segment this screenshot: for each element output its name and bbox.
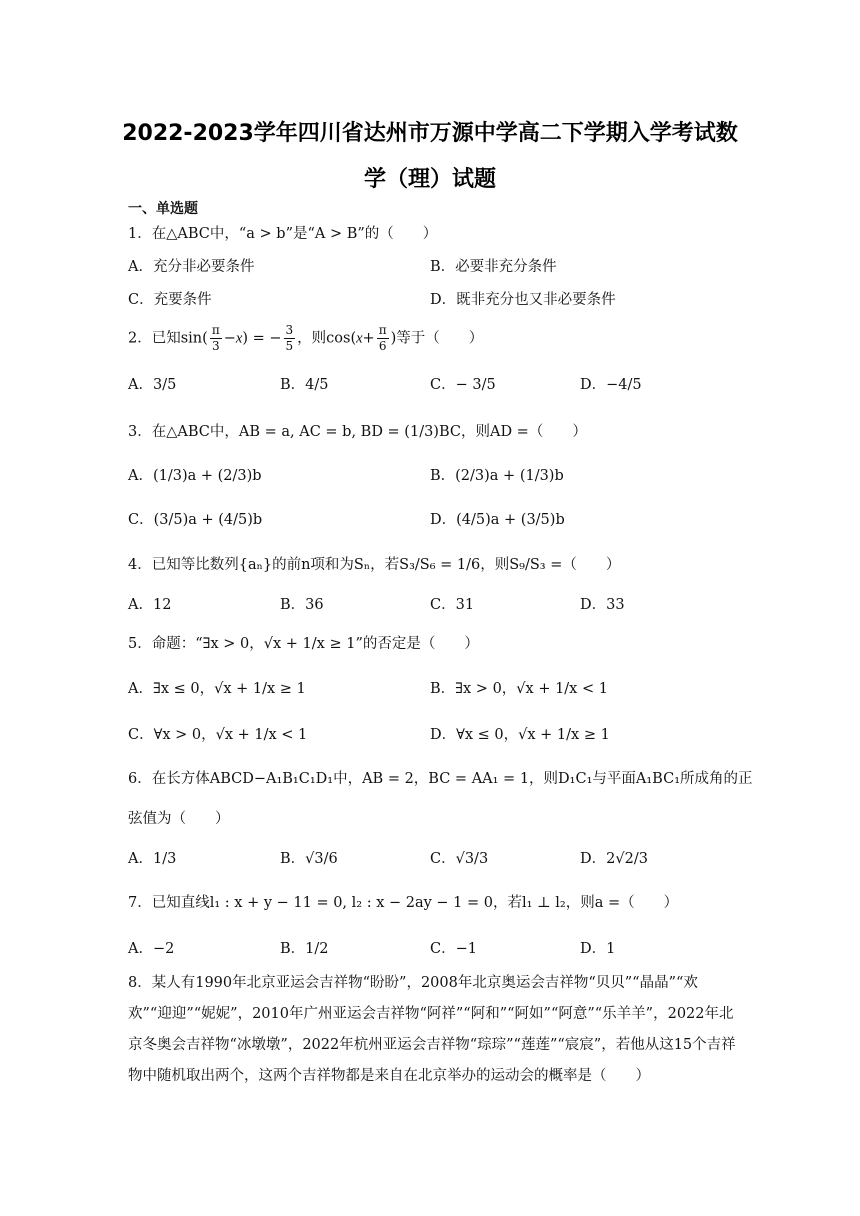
exam-title-line1: 2022-2023学年四川省达州市万源中学高二下学期入学考试数 xyxy=(122,121,738,146)
q8-stem: 8．某人有1990年北京亚运会吉祥物“盼盼”，2008年北京奥运会吉祥物“贝贝”“晶晶”“欢欢”“迎迎”“妮妮”，2010年广州亚运会吉祥物“阿祥”“阿和”“阿如”“阿意”“乐羊羊”，2022年北京冬奥会吉祥物“冰墩墩”，2022年杭州亚运会吉祥物“琮琮”“莲莲”“宸宸”，若他从这15个吉祥物中随机取出两个，这两个吉祥物都是来自在北京举办的运动会的概率是（ ） xyxy=(128,975,736,1084)
q5-option-b: B．∃x > 0，√x + 1/x < 1 xyxy=(430,681,608,697)
q3-option-d: D．(4/5)a + (3/5)b xyxy=(430,512,565,528)
q2-stem-pre: 2．已知sin xyxy=(128,330,203,347)
q6-option-c: C．√3/3 xyxy=(430,851,489,867)
q1-option-a: A．充分非必要条件 xyxy=(128,259,255,275)
q2-stem-post: 等于（ ） xyxy=(396,330,484,347)
q2-option-c: C．− 3/5 xyxy=(430,377,496,393)
q2-option-b: B．4/5 xyxy=(280,377,329,393)
q1-stem: 1．在△ABC中，“a > b”是“A > B”的（ ） xyxy=(128,226,438,242)
q4-option-a: A．12 xyxy=(128,597,172,613)
q4-option-d: D．33 xyxy=(580,597,625,613)
q4-option-b: B．36 xyxy=(280,597,324,613)
q5-option-a: A．∃x ≤ 0，√x + 1/x ≥ 1 xyxy=(128,681,306,697)
q2-stem: 2．已知sin( $\frac{\pi}{3}$ −x) = − $\frac{3}{5}$ ，则cos(x+ $\frac{\pi}{6}$ )等于（ ） xyxy=(128,323,484,353)
q7-stem: 7．已知直线l₁ : x + y − 11 = 0, l₂ : x − 2ay − 1 = 0，若l₁ ⊥ l₂，则a =（ ） xyxy=(128,895,679,911)
q5-stem: 5．命题：“∃x > 0，√x + 1/x ≥ 1”的否定是（ ） xyxy=(128,636,479,652)
q7-option-a: A．−2 xyxy=(128,941,175,957)
q5-option-d: D．∀x ≤ 0，√x + 1/x ≥ 1 xyxy=(430,727,610,743)
q7-option-d: D．1 xyxy=(580,941,616,957)
q1-option-c: C．充要条件 xyxy=(128,292,212,308)
q7-option-b: B．1/2 xyxy=(280,941,329,957)
q2-option-d: D．−4/5 xyxy=(580,377,642,393)
q6-line2: 弦值为（ ） xyxy=(128,811,230,827)
q3-option-a: A．(1/3)a + (2/3)b xyxy=(128,468,262,484)
q2-option-a: A．3/5 xyxy=(128,377,177,393)
q4-option-c: C．31 xyxy=(430,597,475,613)
q3-stem: 3．在△ABC中，AB = a, AC = b, BD = (1/3)BC，则AD =（ ） xyxy=(128,424,587,440)
section-heading: 一、单选题 xyxy=(128,201,198,217)
q7-option-c: C．−1 xyxy=(430,941,477,957)
q1-option-b: B．必要非充分条件 xyxy=(430,259,557,275)
q5-option-c: C．∀x > 0，√x + 1/x < 1 xyxy=(128,727,308,743)
q6-line1: 6．在长方体ABCD−A₁B₁C₁D₁中，AB = 2，BC = AA₁ = 1，则D₁C₁与平面A₁BC₁所成角的正 xyxy=(128,771,753,787)
q6-option-a: A．1/3 xyxy=(128,851,177,867)
q4-stem: 4．已知等比数列{aₙ}的前n项和为Sₙ，若S₃/S₆ = 1/6，则S₉/S₃ =（ ） xyxy=(128,557,621,573)
q6-option-b: B．√3/6 xyxy=(280,851,338,867)
q1-option-d: D．既非充分也又非必要条件 xyxy=(430,292,616,308)
q3-option-b: B．(2/3)a + (1/3)b xyxy=(430,468,564,484)
exam-title-line2: 学（理）试题 xyxy=(363,167,496,192)
q3-option-c: C．(3/5)a + (4/5)b xyxy=(128,512,263,528)
q2-stem-mid: ，则cos xyxy=(297,330,351,347)
q6-option-d: D．2√2/3 xyxy=(580,851,648,867)
